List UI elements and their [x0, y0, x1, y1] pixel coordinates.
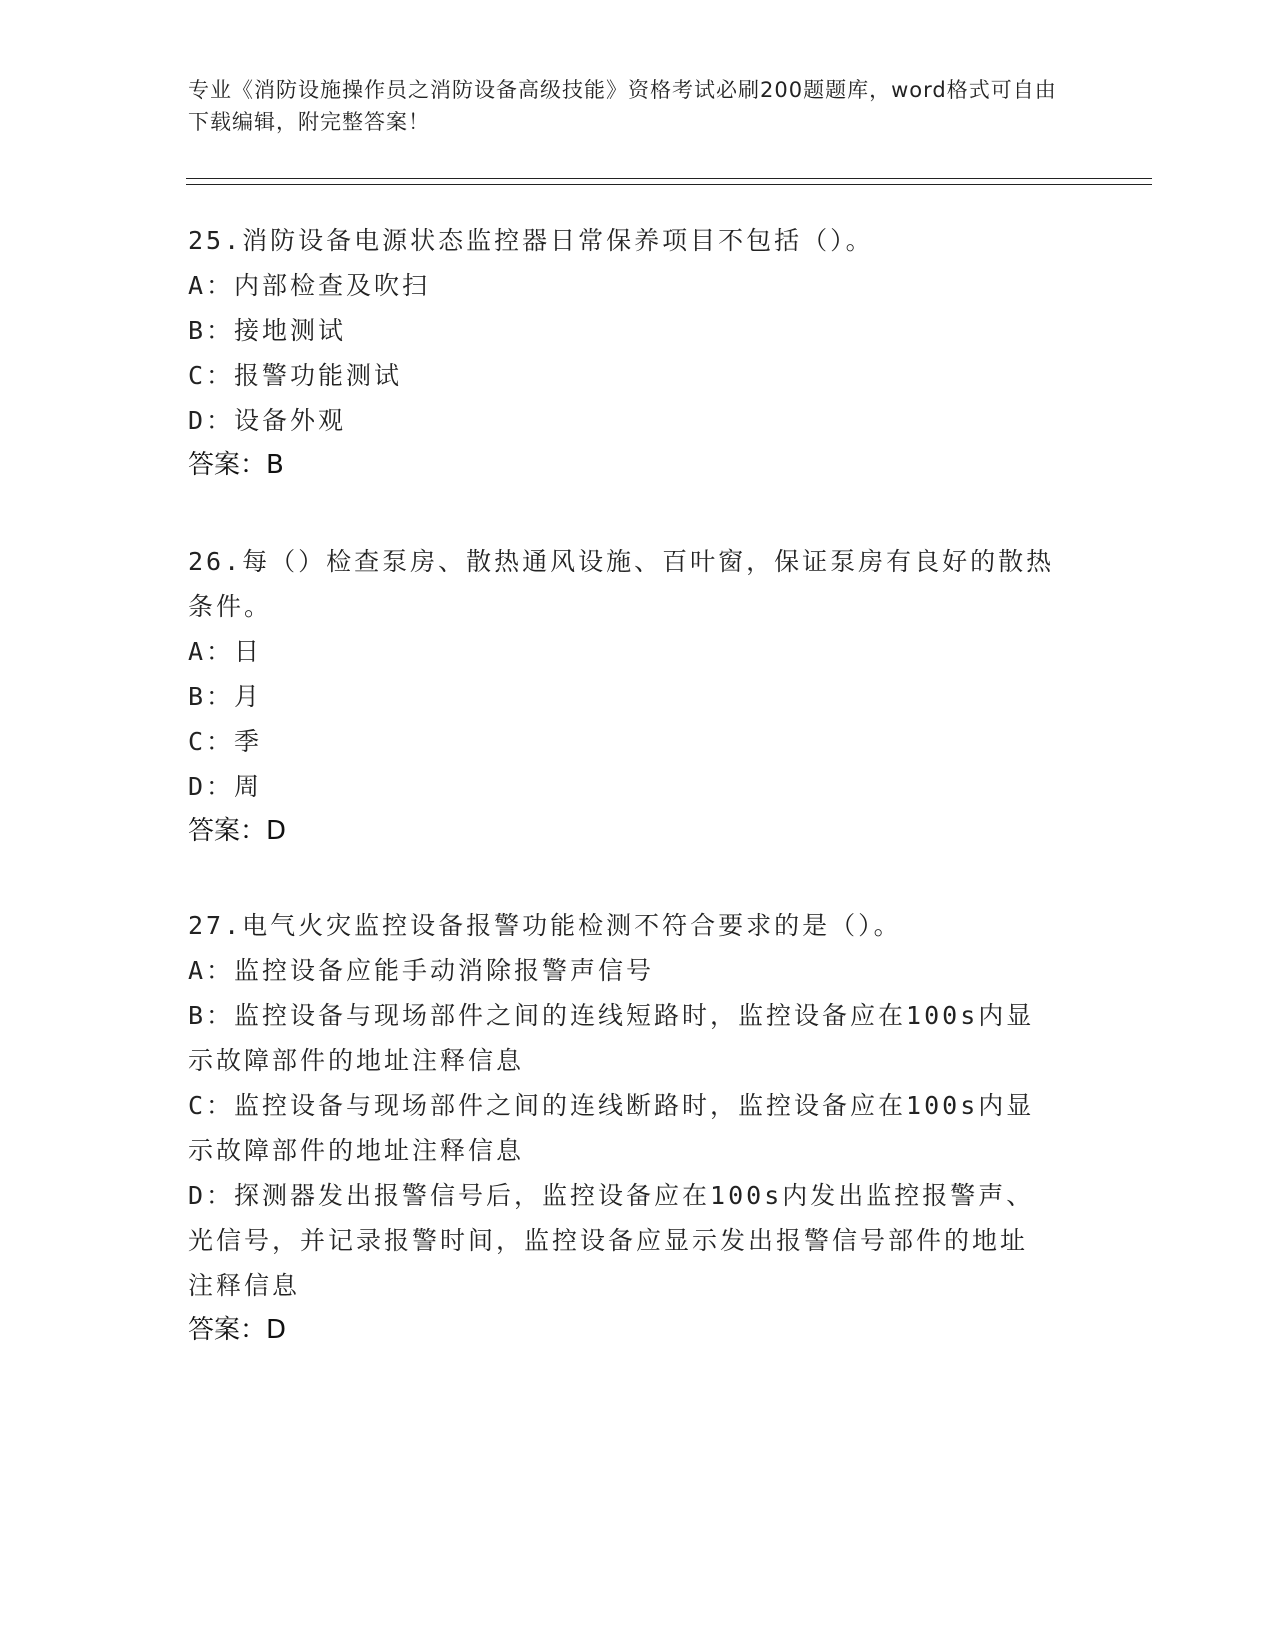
option-a: A：监控设备应能手动消除报警声信号	[188, 956, 655, 985]
option-c: C：监控设备与现场部件之间的连线断路时，监控设备应在100s内显	[188, 1091, 1035, 1120]
option-d-continued: 注释信息	[188, 1271, 301, 1300]
answer-label: 答案：D	[188, 816, 287, 846]
question-25	[188, 218, 1078, 488]
option-a: A：内部检查及吹扫	[188, 271, 431, 300]
option-c: C：季	[188, 727, 263, 756]
option-d-continued: 光信号，并记录报警时间，监控设备应显示发出报警信号部件的地址	[188, 1226, 1029, 1255]
header-divider-bottom	[186, 184, 1152, 185]
document-header: 专业《消防设施操作员之消防设备高级技能》资格考试必刷200题题库，word格式可自由下载编辑，附完整答案！	[188, 78, 1057, 134]
option-d: D：设备外观	[188, 406, 347, 435]
option-c: C：报警功能测试	[188, 361, 403, 390]
option-c-continued: 示故障部件的地址注释信息	[188, 1136, 525, 1165]
question-stem: 26.每（）检查泵房、散热通风设施、百叶窗，保证泵房有良好的散热	[188, 547, 1055, 576]
option-d: D：周	[188, 772, 263, 801]
option-b: B：接地测试	[188, 316, 347, 345]
question-26	[188, 539, 1078, 854]
header-divider-top	[186, 178, 1152, 179]
answer-label: 答案：D	[188, 1315, 287, 1345]
option-d: D：探测器发出报警信号后，监控设备应在100s内发出监控报警声、	[188, 1181, 1035, 1210]
question-stem-continued: 条件。	[188, 592, 273, 621]
question-stem: 27.电气火灾监控设备报警功能检测不符合要求的是（）。	[188, 911, 902, 940]
option-b: B：监控设备与现场部件之间的连线短路时，监控设备应在100s内显	[188, 1001, 1035, 1030]
option-b: B：月	[188, 682, 263, 711]
question-27	[188, 903, 1078, 1353]
question-stem: 25.消防设备电源状态监控器日常保养项目不包括（）。	[188, 226, 874, 255]
answer-label: 答案：B	[188, 450, 284, 480]
option-b-continued: 示故障部件的地址注释信息	[188, 1046, 525, 1075]
option-a: A：日	[188, 637, 263, 666]
